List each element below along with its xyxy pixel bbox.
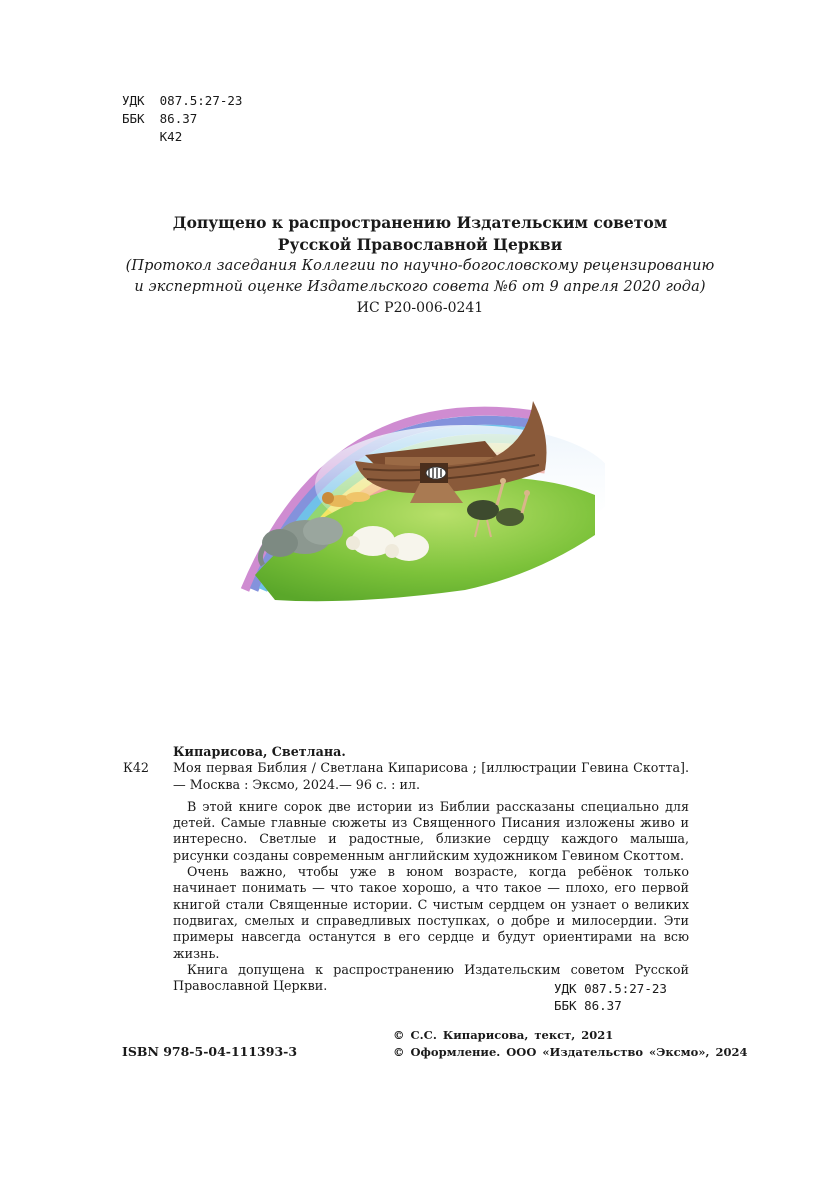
- classification-codes-top: [122, 92, 242, 146]
- approval-block: [120, 212, 720, 319]
- approval-code: ИС Р20-006-0241: [356, 300, 484, 316]
- annotation: [123, 799, 689, 995]
- record-author-mark: К42: [123, 760, 149, 776]
- udk-value: 087.5:27-23: [159, 93, 243, 108]
- bibliographic-record: [123, 744, 689, 994]
- bbk-label: ББК: [554, 998, 577, 1013]
- annotation-paragraph: Книга допущена к распространению Издательским советом Русской Православной Церкви.: [173, 961, 689, 994]
- book-description: Моя первая Библия / Светлана Кипарисова ; [иллюстрации Гевина Скотта]. — Москва : Эксмо, 2024.— 96 с. : ил.: [173, 760, 689, 792]
- bbk-label: ББК: [122, 111, 145, 126]
- approval-line-1: Допущено к распространению Издательским советом: [172, 213, 668, 232]
- udk-label: УДК: [122, 93, 145, 108]
- udk-row: [122, 92, 242, 110]
- author-mark-row: [122, 128, 242, 146]
- copyright-design-line: © Оформление. ООО «Издательство «Эксмо», 2024: [393, 1045, 748, 1059]
- classification-codes-bottom: [554, 980, 667, 1014]
- bbk-value: 86.37: [159, 111, 198, 126]
- copyright-text-line: © С.С. Кипарисова, текст, 2021: [393, 1028, 614, 1042]
- bbk-value: 86.37: [584, 998, 622, 1013]
- noahs-ark-illustration: [235, 375, 605, 615]
- annotation-paragraph: В этой книге сорок две истории из Библии рассказаны специально для детей. Самые главные сюжеты из Священного Писания изложены живо и интересно. Светлые и радостные, близкие сердцу каждого малыша, рисунки созданы современным английским художником Гевином Скоттом.: [173, 798, 689, 863]
- approval-line-2: Русской Православной Церкви: [277, 235, 563, 254]
- protocol-line-1: (Протокол заседания Коллегии по научно-богословскому рецензированию: [125, 258, 715, 274]
- udk-value: 087.5:27-23: [584, 981, 667, 996]
- protocol-line-2: и экспертной оценке Издательского совета №6 от 9 апреля 2020 года): [134, 279, 706, 295]
- copyright-block: [393, 1027, 748, 1061]
- zebra: [426, 467, 446, 479]
- bbk-row: [122, 110, 242, 128]
- annotation-paragraph: Очень важно, чтобы уже в юном возрасте, когда ребёнок только начинает понимать — что такое хорошо, а что такое — плохо, его первой книгой стали Священные истории. С чистым сердцем он узнает о великих подвигах, смелых и справедливых поступках, о добре и милосердии. Эти примеры навсегда останутся в его сердце и будут ориентирами на всю жизнь.: [173, 864, 689, 961]
- udk-label: УДК: [554, 981, 577, 996]
- udk-row-bottom: [554, 980, 667, 997]
- isbn: ISBN 978-5-04-111393-3: [122, 1044, 298, 1059]
- author-heading: Кипарисова, Светлана.: [173, 744, 346, 759]
- bbk-row-bottom: [554, 997, 667, 1014]
- author-mark: К42: [159, 129, 183, 144]
